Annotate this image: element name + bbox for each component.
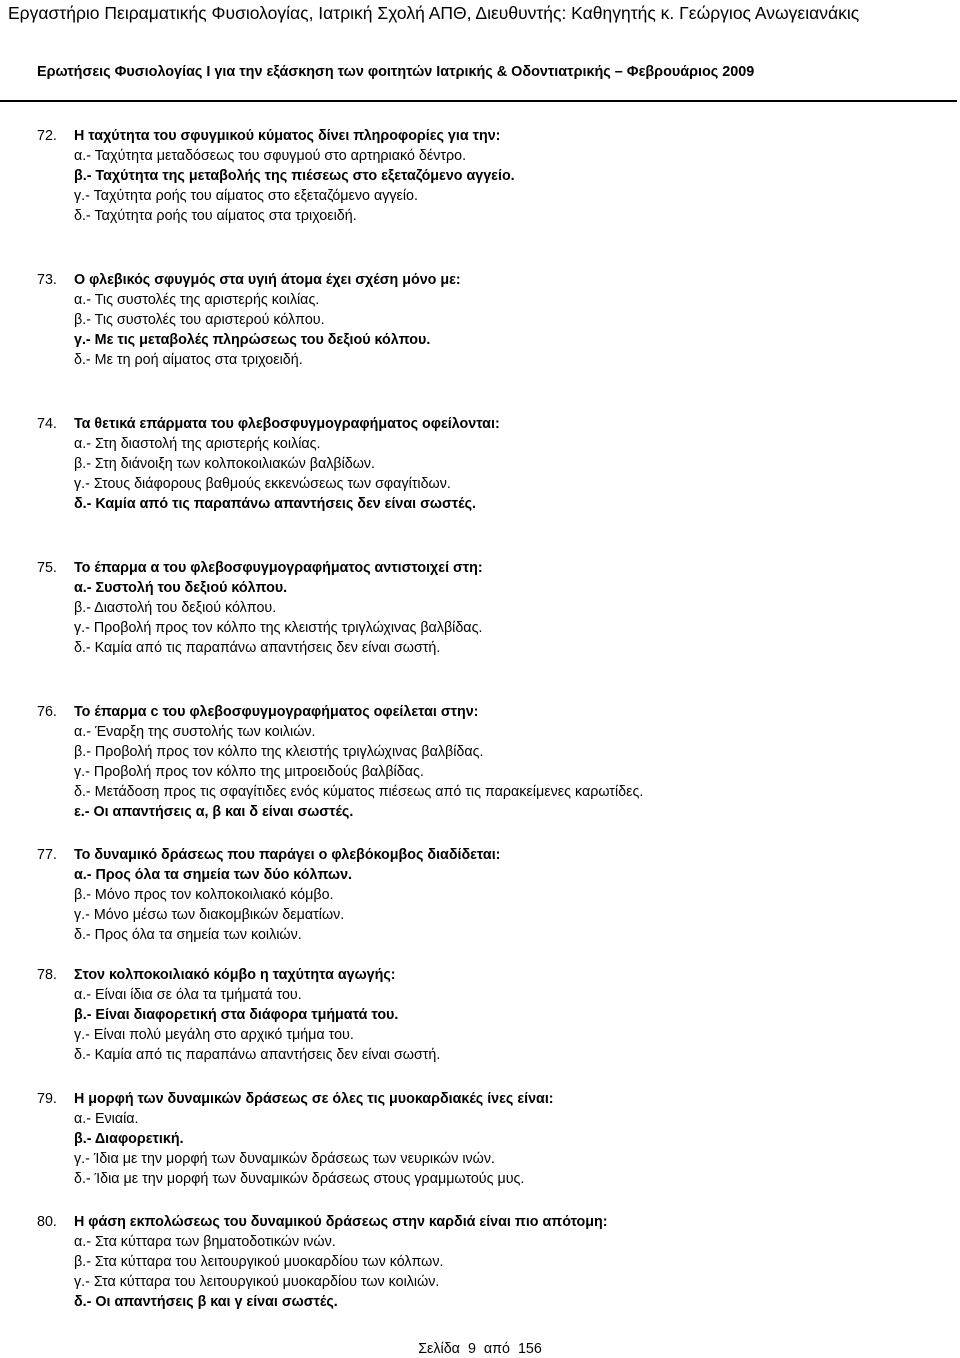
- answer-option: δ.- Ίδια με την μορφή των δυναμικών δράσεως στους γραμμωτούς μυς.: [74, 1171, 525, 1187]
- answer-option: ε.- Οι απαντήσεις α, β και δ είναι σωστές.: [74, 804, 354, 820]
- answer-option: α.- Έναρξη της συστολής των κοιλιών.: [74, 724, 316, 740]
- answer-option: γ.- Είναι πολύ μεγάλη στο αρχικό τμήμα του.: [74, 1027, 354, 1043]
- answer-option: δ.- Μετάδοση προς τις σφαγίτιδες ενός κύματος πιέσεως από τις παρακείμενες καρωτίδες.: [74, 784, 644, 800]
- answer-option: δ.- Οι απαντήσεις β και γ είναι σωστές.: [74, 1294, 338, 1310]
- page-number: 9: [467, 1341, 476, 1357]
- question-block: [0, 1089, 940, 1189]
- answer-option: β.- Μόνο προς τον κολποκοιλιακό κόμβο.: [74, 887, 334, 903]
- answer-option: α.- Προς όλα τα σημεία των δύο κόλπων.: [74, 867, 353, 883]
- answer-option: β.- Διαστολή του δεξιού κόλπου.: [74, 600, 277, 616]
- question-text: Το έπαρμα α του φλεβοσφυγμογραφήματος αντιστοιχεί στη:: [74, 560, 483, 576]
- question-block: [0, 1212, 940, 1312]
- answer-option: γ.- Ταχύτητα ροής του αίματος στο εξεταζόμενο αγγείο.: [74, 188, 418, 204]
- answer-option: δ.- Προς όλα τα σημεία των κοιλιών.: [74, 927, 302, 943]
- answer-option: δ.- Καμία από τις παραπάνω απαντήσεις δεν είναι σωστές.: [74, 496, 476, 512]
- question-line: [0, 270, 940, 290]
- question-line: [0, 126, 940, 146]
- question-line: [0, 702, 940, 722]
- document-title: Ερωτήσεις Φυσιολογίας Ι για την εξάσκηση των φοιτητών Ιατρικής & Οδοντιατρικής – Φεβρουάριος 2009: [37, 64, 755, 80]
- question-number: 79.: [37, 1091, 57, 1107]
- question-line: [0, 558, 940, 578]
- answer-option: γ.- Προβολή προς τον κόλπο της κλειστής τριγλώχινας βαλβίδας.: [74, 620, 483, 636]
- answer-option: δ.- Με τη ροή αίματος στα τριχοειδή.: [74, 352, 303, 368]
- answer-option: α.- Ταχύτητα μεταδόσεως του σφυγμού στο αρτηριακό δέντρο.: [74, 148, 467, 164]
- total-pages: 156: [517, 1341, 542, 1357]
- question-block: [0, 126, 940, 226]
- question-number: 73.: [37, 272, 57, 288]
- question-text: Η μορφή των δυναμικών δράσεως σε όλες τις μυοκαρδιακές ίνες είναι:: [74, 1091, 554, 1107]
- question-text: Η φάση εκπολώσεως του δυναμικού δράσεως στην καρδιά είναι πιο απότομη:: [74, 1214, 608, 1230]
- question-line: [0, 414, 940, 434]
- question-line: [0, 1089, 940, 1109]
- question-number: 80.: [37, 1214, 57, 1230]
- answer-option: δ.- Καμία από τις παραπάνω απαντήσεις δεν είναι σωστή.: [74, 640, 441, 656]
- question-number: 75.: [37, 560, 57, 576]
- question-block: [0, 414, 940, 514]
- question-number: 78.: [37, 967, 57, 983]
- question-block: [0, 845, 940, 945]
- answer-option: γ.- Ίδια με την μορφή των δυναμικών δράσεως των νευρικών ινών.: [74, 1151, 495, 1167]
- question-number: 77.: [37, 847, 57, 863]
- answer-option: β.- Διαφορετική.: [74, 1131, 184, 1147]
- question-line: [0, 1212, 940, 1232]
- answer-option: γ.- Με τις μεταβολές πληρώσεως του δεξιού κόλπου.: [74, 332, 431, 348]
- title-box: [0, 38, 957, 102]
- answer-option: β.- Είναι διαφορετική στα διάφορα τμήματά του.: [74, 1007, 399, 1023]
- question-line: [0, 845, 940, 865]
- question-number: 74.: [37, 416, 57, 432]
- question-text: Ο φλεβικός σφυγμός στα υγιή άτομα έχει σχέση μόνο με:: [74, 272, 461, 288]
- question-line: [0, 965, 940, 985]
- question-number: 76.: [37, 704, 57, 720]
- answer-option: γ.- Στους διάφορους βαθμούς εκκενώσεως των σφαγίτιδων.: [74, 476, 451, 492]
- answer-option: γ.- Στα κύτταρα του λειτουργικού μυοκαρδίου των κοιλιών.: [74, 1274, 440, 1290]
- answer-option: α.- Συστολή του δεξιού κόλπου.: [74, 580, 288, 596]
- answer-option: γ.- Μόνο μέσω των διακομβικών δεματίων.: [74, 907, 345, 923]
- question-block: [0, 702, 940, 822]
- answer-option: β.- Στα κύτταρα του λειτουργικού μυοκαρδίου των κόλπων.: [74, 1254, 444, 1270]
- of-label: από: [483, 1341, 510, 1357]
- answer-option: α.- Στα κύτταρα των βηματοδοτικών ινών.: [74, 1234, 336, 1250]
- answer-option: δ.- Καμία από τις παραπάνω απαντήσεις δεν είναι σωστή.: [74, 1047, 441, 1063]
- question-block: [0, 558, 940, 658]
- answer-option: β.- Στη διάνοιξη των κολποκοιλιακών βαλβίδων.: [74, 456, 376, 472]
- question-block: [0, 965, 940, 1065]
- question-text: Στον κολποκοιλιακό κόμβο η ταχύτητα αγωγής:: [74, 967, 396, 983]
- answer-option: β.- Τις συστολές του αριστερού κόλπου.: [74, 312, 325, 328]
- question-text: Τα θετικά επάρματα του φλεβοσφυγμογραφήματος οφείλονται:: [74, 416, 500, 432]
- question-block: [0, 270, 940, 370]
- answer-option: α.- Στη διαστολή της αριστερής κοιλίας.: [74, 436, 321, 452]
- answer-option: α.- Είναι ίδια σε όλα τα τμήματά του.: [74, 987, 302, 1003]
- question-number: 72.: [37, 128, 57, 144]
- page-footer: [0, 1340, 960, 1358]
- page-label: Σελίδα: [418, 1341, 460, 1357]
- header-institution: Εργαστήριο Πειραματικής Φυσιολογίας, Ιατρική Σχολή ΑΠΘ, Διευθυντής: Καθηγητής κ. Γεώργιος Ανωγειανάκις: [8, 3, 860, 23]
- answer-option: δ.- Ταχύτητα ροής του αίματος στα τριχοειδή.: [74, 208, 357, 224]
- question-text: Το έπαρμα c του φλεβοσφυγμογραφήματος οφείλεται στην:: [74, 704, 479, 720]
- answer-option: γ.- Προβολή προς τον κόλπο της μιτροειδούς βαλβίδας.: [74, 764, 424, 780]
- answer-option: β.- Προβολή προς τον κόλπο της κλειστής τριγλώχινας βαλβίδας.: [74, 744, 484, 760]
- answer-option: α.- Τις συστολές της αριστερής κοιλίας.: [74, 292, 320, 308]
- answer-option: α.- Ενιαία.: [74, 1111, 139, 1127]
- question-text: Η ταχύτητα του σφυγμικού κύματος δίνει πληροφορίες για την:: [74, 128, 501, 144]
- answer-option: β.- Ταχύτητα της μεταβολής της πιέσεως στο εξεταζόμενο αγγείο.: [74, 168, 515, 184]
- question-text: Το δυναμικό δράσεως που παράγει ο φλεβόκομβος διαδίδεται:: [74, 847, 501, 863]
